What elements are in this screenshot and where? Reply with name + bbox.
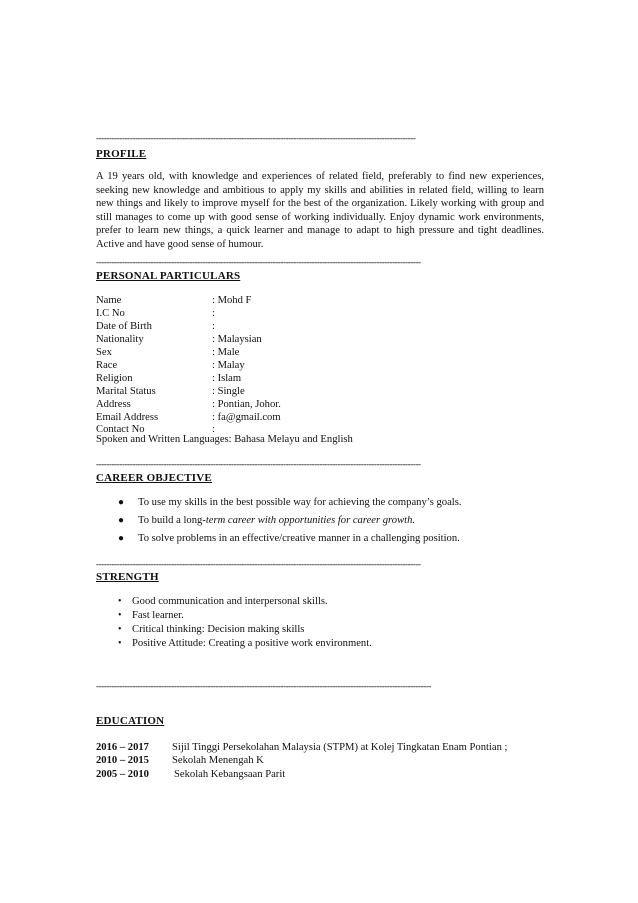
personal-heading: PERSONAL PARTICULARS (96, 270, 241, 282)
career-heading: CAREER OBJECTIVE (96, 472, 212, 484)
personal-value: : Malay (212, 360, 245, 371)
personal-value: : (212, 321, 215, 332)
divider-education: --------------------------------------------------------------------------------------------------------------------------------- (96, 681, 432, 691)
personal-value: : (212, 424, 215, 435)
languages-line: Spoken and Written Languages: Bahasa Melayu and English (96, 434, 353, 445)
personal-label: Marital Status (96, 386, 156, 397)
strength-item-text: Critical thinking: Decision making skills (132, 624, 305, 635)
strength-heading: STRENGTH (96, 571, 159, 583)
profile-heading: PROFILE (96, 148, 147, 160)
bullet-icon: ● (118, 533, 125, 544)
personal-label: Name (96, 295, 122, 306)
personal-value: : Pontian, Johor. (212, 399, 281, 410)
career-item-text-italic: term career with opportunities for career growth. (205, 515, 416, 526)
personal-value: : Malaysian (212, 334, 262, 345)
career-item-text: To build a long- (138, 515, 206, 526)
personal-label: Email Address (96, 412, 159, 423)
personal-value: : Male (212, 347, 240, 358)
bullet-icon: • (118, 624, 122, 635)
education-school: Sekolah Menengah K (172, 755, 264, 766)
career-item-text: To solve problems in an effective/creative manner in a challenging position. (138, 533, 460, 544)
divider-career: ----------------------------------------------------------------------------------------------------------------------------- (96, 459, 421, 469)
education-year: 2005 – 2010 (96, 769, 149, 780)
education-year: 2016 – 2017 (96, 742, 149, 753)
personal-label: I.C No (96, 308, 125, 319)
personal-label: Nationality (96, 334, 144, 345)
divider-top: --------------------------------------------------------------------------------------------------------------------------- (96, 133, 416, 143)
bullet-icon: • (118, 596, 122, 607)
personal-label: Address (96, 399, 131, 410)
personal-value: : Islam (212, 373, 242, 384)
bullet-icon: • (118, 638, 122, 649)
personal-value: : (212, 308, 215, 319)
profile-text: A 19 years old, with knowledge and experiences of related field, preferably to find new experiences, seeking new knowledge and ambitious to apply my skills and abilities in related field, willing to learn new things and likely to improve myself for the best of the organization. Likely working with group and still manages to come up with good sense of working individually. Enjoy dynamic work environments, prefer to learn new things, a quick learner and manage to adapt to high pressure and tight deadlines. Active and have good sense of humour. (96, 171, 544, 250)
bullet-icon: • (118, 610, 122, 621)
divider-strength: ----------------------------------------------------------------------------------------------------------------------------- (96, 559, 421, 569)
strength-item-text: Positive Attitude: Creating a positive work environment. (132, 638, 372, 649)
career-item-text: To use my skills in the best possible way for achieving the company’s goals. (138, 497, 462, 508)
personal-value: : Mohd F (212, 295, 252, 306)
personal-value: : Single (212, 386, 245, 397)
bullet-icon: ● (118, 515, 125, 526)
strength-item-text: Fast learner. (132, 610, 184, 621)
bullet-icon: ● (118, 497, 125, 508)
personal-label: Date of Birth (96, 321, 152, 332)
education-year: 2010 – 2015 (96, 755, 149, 766)
personal-label: Religion (96, 373, 133, 384)
divider-personal: ----------------------------------------------------------------------------------------------------------------------------- (96, 257, 421, 267)
personal-value: : fa@gmail.com (212, 412, 281, 423)
personal-label: Race (96, 360, 118, 371)
education-heading: EDUCATION (96, 715, 165, 727)
education-school: Sijil Tinggi Persekolahan Malaysia (STPM) at Kolej Tingkatan Enam Pontian ; (172, 742, 508, 753)
personal-label: Sex (96, 347, 112, 358)
strength-item-text: Good communication and interpersonal skills. (132, 596, 328, 607)
education-school: Sekolah Kebangsaan Parit (174, 769, 286, 780)
personal-label: Contact No (96, 424, 145, 435)
